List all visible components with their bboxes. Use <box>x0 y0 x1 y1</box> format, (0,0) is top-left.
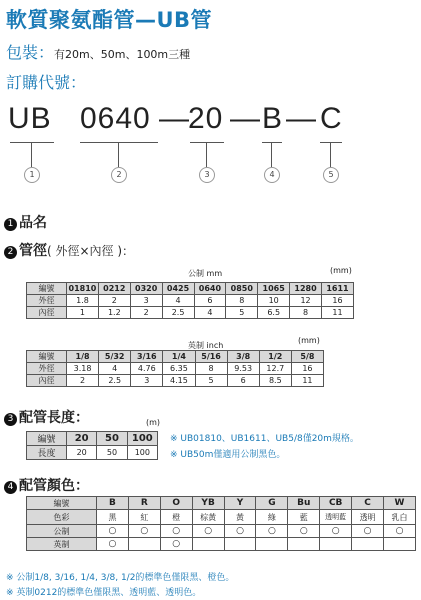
color-code: B <box>97 497 129 510</box>
table-cell: 2 <box>67 375 99 387</box>
marker-5: 5 <box>323 167 339 183</box>
color-name: 橙 <box>160 510 192 525</box>
length-table <box>26 431 158 460</box>
table-cell: 2 <box>98 295 130 307</box>
availability-mark: ○ <box>192 525 224 538</box>
code-part-3: 20 <box>188 102 224 135</box>
code-part-1: UB <box>8 102 52 135</box>
availability-mark: ○ <box>288 525 320 538</box>
length-note-1: ※ UB01810、UB1611、UB5/8僅20m規格。 <box>170 434 359 444</box>
imperial-id-label: 內徑 <box>27 375 67 387</box>
section-1-heading <box>4 212 47 232</box>
table-cell: 11 <box>322 307 354 319</box>
length-header-row <box>27 432 158 446</box>
metric-size-table <box>26 282 354 319</box>
availability-mark <box>256 538 288 551</box>
metric-code: 1280 <box>290 283 322 295</box>
marker-1: 1 <box>24 167 40 183</box>
table-cell: 12.7 <box>259 363 291 375</box>
availability-mark <box>128 538 160 551</box>
code-part-2: 0640 <box>80 102 151 135</box>
availability-mark: ○ <box>160 538 192 551</box>
table-cell: 3 <box>131 375 163 387</box>
section-1-number: 1 <box>4 218 17 231</box>
section-2-label: 管徑 <box>19 243 47 259</box>
table-cell: 5 <box>226 307 258 319</box>
color-header-label: 編號 <box>27 497 97 510</box>
color-metric-label: 公制 <box>27 525 97 538</box>
color-code: C <box>352 497 384 510</box>
table-cell: 6.5 <box>258 307 290 319</box>
section-1-label: 品名 <box>19 215 47 231</box>
color-name: 黑 <box>97 510 129 525</box>
metric-id-label: 內徑 <box>27 307 67 319</box>
bracket-stem-4 <box>271 142 272 167</box>
imperial-header-label: 編號 <box>27 351 67 363</box>
length-code: 100 <box>127 432 157 446</box>
table-cell: 8 <box>290 307 322 319</box>
table-cell: 16 <box>291 363 323 375</box>
metric-code: 1611 <box>322 283 354 295</box>
imperial-code: 5/8 <box>291 351 323 363</box>
imperial-code: 5/16 <box>195 351 227 363</box>
imperial-caption: 英制 inch <box>188 341 224 350</box>
availability-mark: ○ <box>128 525 160 538</box>
section-4-number: 4 <box>4 481 17 494</box>
color-name: 綠 <box>256 510 288 525</box>
table-cell: 3.18 <box>67 363 99 375</box>
table-cell: 20 <box>67 446 97 460</box>
metric-code: 0212 <box>98 283 130 295</box>
color-name: 透明藍 <box>320 510 352 525</box>
imperial-od-row <box>27 363 324 375</box>
color-name: 透明 <box>352 510 384 525</box>
metric-code: 1065 <box>258 283 290 295</box>
table-cell: 4 <box>99 363 131 375</box>
color-code: Y <box>224 497 256 510</box>
table-cell: 4 <box>162 295 194 307</box>
imperial-header-row <box>27 351 324 363</box>
color-name: 紅 <box>128 510 160 525</box>
length-code: 50 <box>97 432 127 446</box>
availability-mark: ○ <box>384 525 416 538</box>
bracket-stem-2 <box>118 142 119 167</box>
bracket-stem-1 <box>31 142 32 167</box>
table-cell: 8 <box>226 295 258 307</box>
table-cell: 1.8 <box>67 295 99 307</box>
table-cell: 4 <box>194 307 226 319</box>
color-code: W <box>384 497 416 510</box>
table-cell: 50 <box>97 446 127 460</box>
availability-mark <box>192 538 224 551</box>
length-row-label: 長度 <box>27 446 67 460</box>
bracket-line-5 <box>320 142 342 143</box>
imperial-unit: (mm) <box>298 336 320 345</box>
availability-mark <box>352 538 384 551</box>
color-metric-row <box>27 525 416 538</box>
availability-mark: ○ <box>320 525 352 538</box>
table-cell: 2.5 <box>162 307 194 319</box>
section-3-number: 3 <box>4 413 17 426</box>
availability-mark: ○ <box>256 525 288 538</box>
bracket-line-4 <box>262 142 282 143</box>
availability-mark: ○ <box>97 525 129 538</box>
marker-4: 4 <box>264 167 280 183</box>
table-cell: 6 <box>227 375 259 387</box>
table-cell: 8.5 <box>259 375 291 387</box>
bracket-stem-5 <box>330 142 331 167</box>
color-name: 藍 <box>288 510 320 525</box>
color-code: YB <box>192 497 224 510</box>
availability-mark: ○ <box>352 525 384 538</box>
metric-header-row <box>27 283 354 295</box>
availability-mark <box>320 538 352 551</box>
availability-mark: ○ <box>224 525 256 538</box>
metric-od-row <box>27 295 354 307</box>
imperial-id-row <box>27 375 324 387</box>
table-cell: 4.76 <box>131 363 163 375</box>
table-cell: 12 <box>290 295 322 307</box>
metric-id-row <box>27 307 354 319</box>
section-2-heading <box>4 240 134 260</box>
color-code: O <box>160 497 192 510</box>
color-code: G <box>256 497 288 510</box>
imperial-code: 1/2 <box>259 351 291 363</box>
color-name-row <box>27 510 416 525</box>
availability-mark: ○ <box>160 525 192 538</box>
order-code-label: 訂購代號： <box>6 73 87 92</box>
marker-3: 3 <box>199 167 215 183</box>
table-cell: 1.2 <box>98 307 130 319</box>
metric-code: 0640 <box>194 283 226 295</box>
bracket-line-3 <box>190 142 224 143</box>
table-cell: 11 <box>291 375 323 387</box>
code-part-5: C <box>320 102 343 135</box>
availability-mark <box>384 538 416 551</box>
color-code: CB <box>320 497 352 510</box>
table-cell: 16 <box>322 295 354 307</box>
packaging-label: 包裝： <box>6 43 55 62</box>
availability-mark <box>224 538 256 551</box>
color-row-label: 色彩 <box>27 510 97 525</box>
section-3-label: 配管長度： <box>19 410 89 426</box>
table-cell: 4.15 <box>163 375 195 387</box>
metric-code: 0320 <box>130 283 162 295</box>
section-4-label: 配管顏色： <box>19 478 89 494</box>
color-code: Bu <box>288 497 320 510</box>
metric-code: 01810 <box>67 283 99 295</box>
imperial-code: 3/16 <box>131 351 163 363</box>
code-separator-1: — <box>159 102 190 135</box>
section-4-heading <box>4 475 89 495</box>
length-header-label: 編號 <box>27 432 67 446</box>
table-cell: 6 <box>194 295 226 307</box>
length-unit: (m) <box>146 418 161 427</box>
table-cell: 8 <box>195 363 227 375</box>
availability-mark: ○ <box>97 538 129 551</box>
metric-code: 0425 <box>162 283 194 295</box>
metric-caption: 公制 mm <box>188 269 223 278</box>
imperial-code: 3/8 <box>227 351 259 363</box>
packaging-line <box>6 40 190 63</box>
table-cell: 2.5 <box>99 375 131 387</box>
color-code: R <box>128 497 160 510</box>
color-table <box>26 496 416 551</box>
code-separator-2: — <box>230 102 261 135</box>
color-header-row <box>27 497 416 510</box>
imperial-size-table <box>26 350 324 387</box>
table-cell: 2 <box>130 307 162 319</box>
color-note-1: ※ 公制1/8, 3/16, 1/4, 3/8, 1/2的標準色僅限黑、橙色。 <box>6 573 235 583</box>
length-note-2: ※ UB50m僅適用公制黑色。 <box>170 450 286 460</box>
color-name: 黃 <box>224 510 256 525</box>
table-cell: 3 <box>130 295 162 307</box>
imperial-code: 1/4 <box>163 351 195 363</box>
section-2-sub: ( 外徑×內徑 )： <box>47 244 135 258</box>
imperial-code: 1/8 <box>67 351 99 363</box>
packaging-text: 有20m、50m、100m三種 <box>54 48 191 61</box>
length-code: 20 <box>67 432 97 446</box>
color-note-2: ※ 英制0212的標準色僅限黑、透明藍、透明色。 <box>6 588 202 598</box>
availability-mark <box>288 538 320 551</box>
table-cell: 9.53 <box>227 363 259 375</box>
color-name: 棕黃 <box>192 510 224 525</box>
metric-header-label: 編號 <box>27 283 67 295</box>
table-cell: 5 <box>195 375 227 387</box>
bracket-stem-3 <box>206 142 207 167</box>
metric-code: 0850 <box>226 283 258 295</box>
code-part-4: B <box>262 102 284 135</box>
metric-unit: (mm) <box>330 266 352 275</box>
imperial-od-label: 外徑 <box>27 363 67 375</box>
imperial-code: 5/32 <box>99 351 131 363</box>
table-cell: 1 <box>67 307 99 319</box>
bracket-line-2 <box>80 142 158 143</box>
section-3-heading <box>4 407 89 427</box>
marker-2: 2 <box>111 167 127 183</box>
color-imperial-label: 英制 <box>27 538 97 551</box>
color-name: 乳白 <box>384 510 416 525</box>
page-title: 軟質聚氨酯管—UB管 <box>6 8 213 32</box>
table-cell: 100 <box>127 446 157 460</box>
table-cell: 6.35 <box>163 363 195 375</box>
length-value-row <box>27 446 158 460</box>
code-separator-3: — <box>286 102 317 135</box>
table-cell: 10 <box>258 295 290 307</box>
section-2-number: 2 <box>4 246 17 259</box>
color-imperial-row <box>27 538 416 551</box>
metric-od-label: 外徑 <box>27 295 67 307</box>
bracket-line-1 <box>10 142 54 143</box>
